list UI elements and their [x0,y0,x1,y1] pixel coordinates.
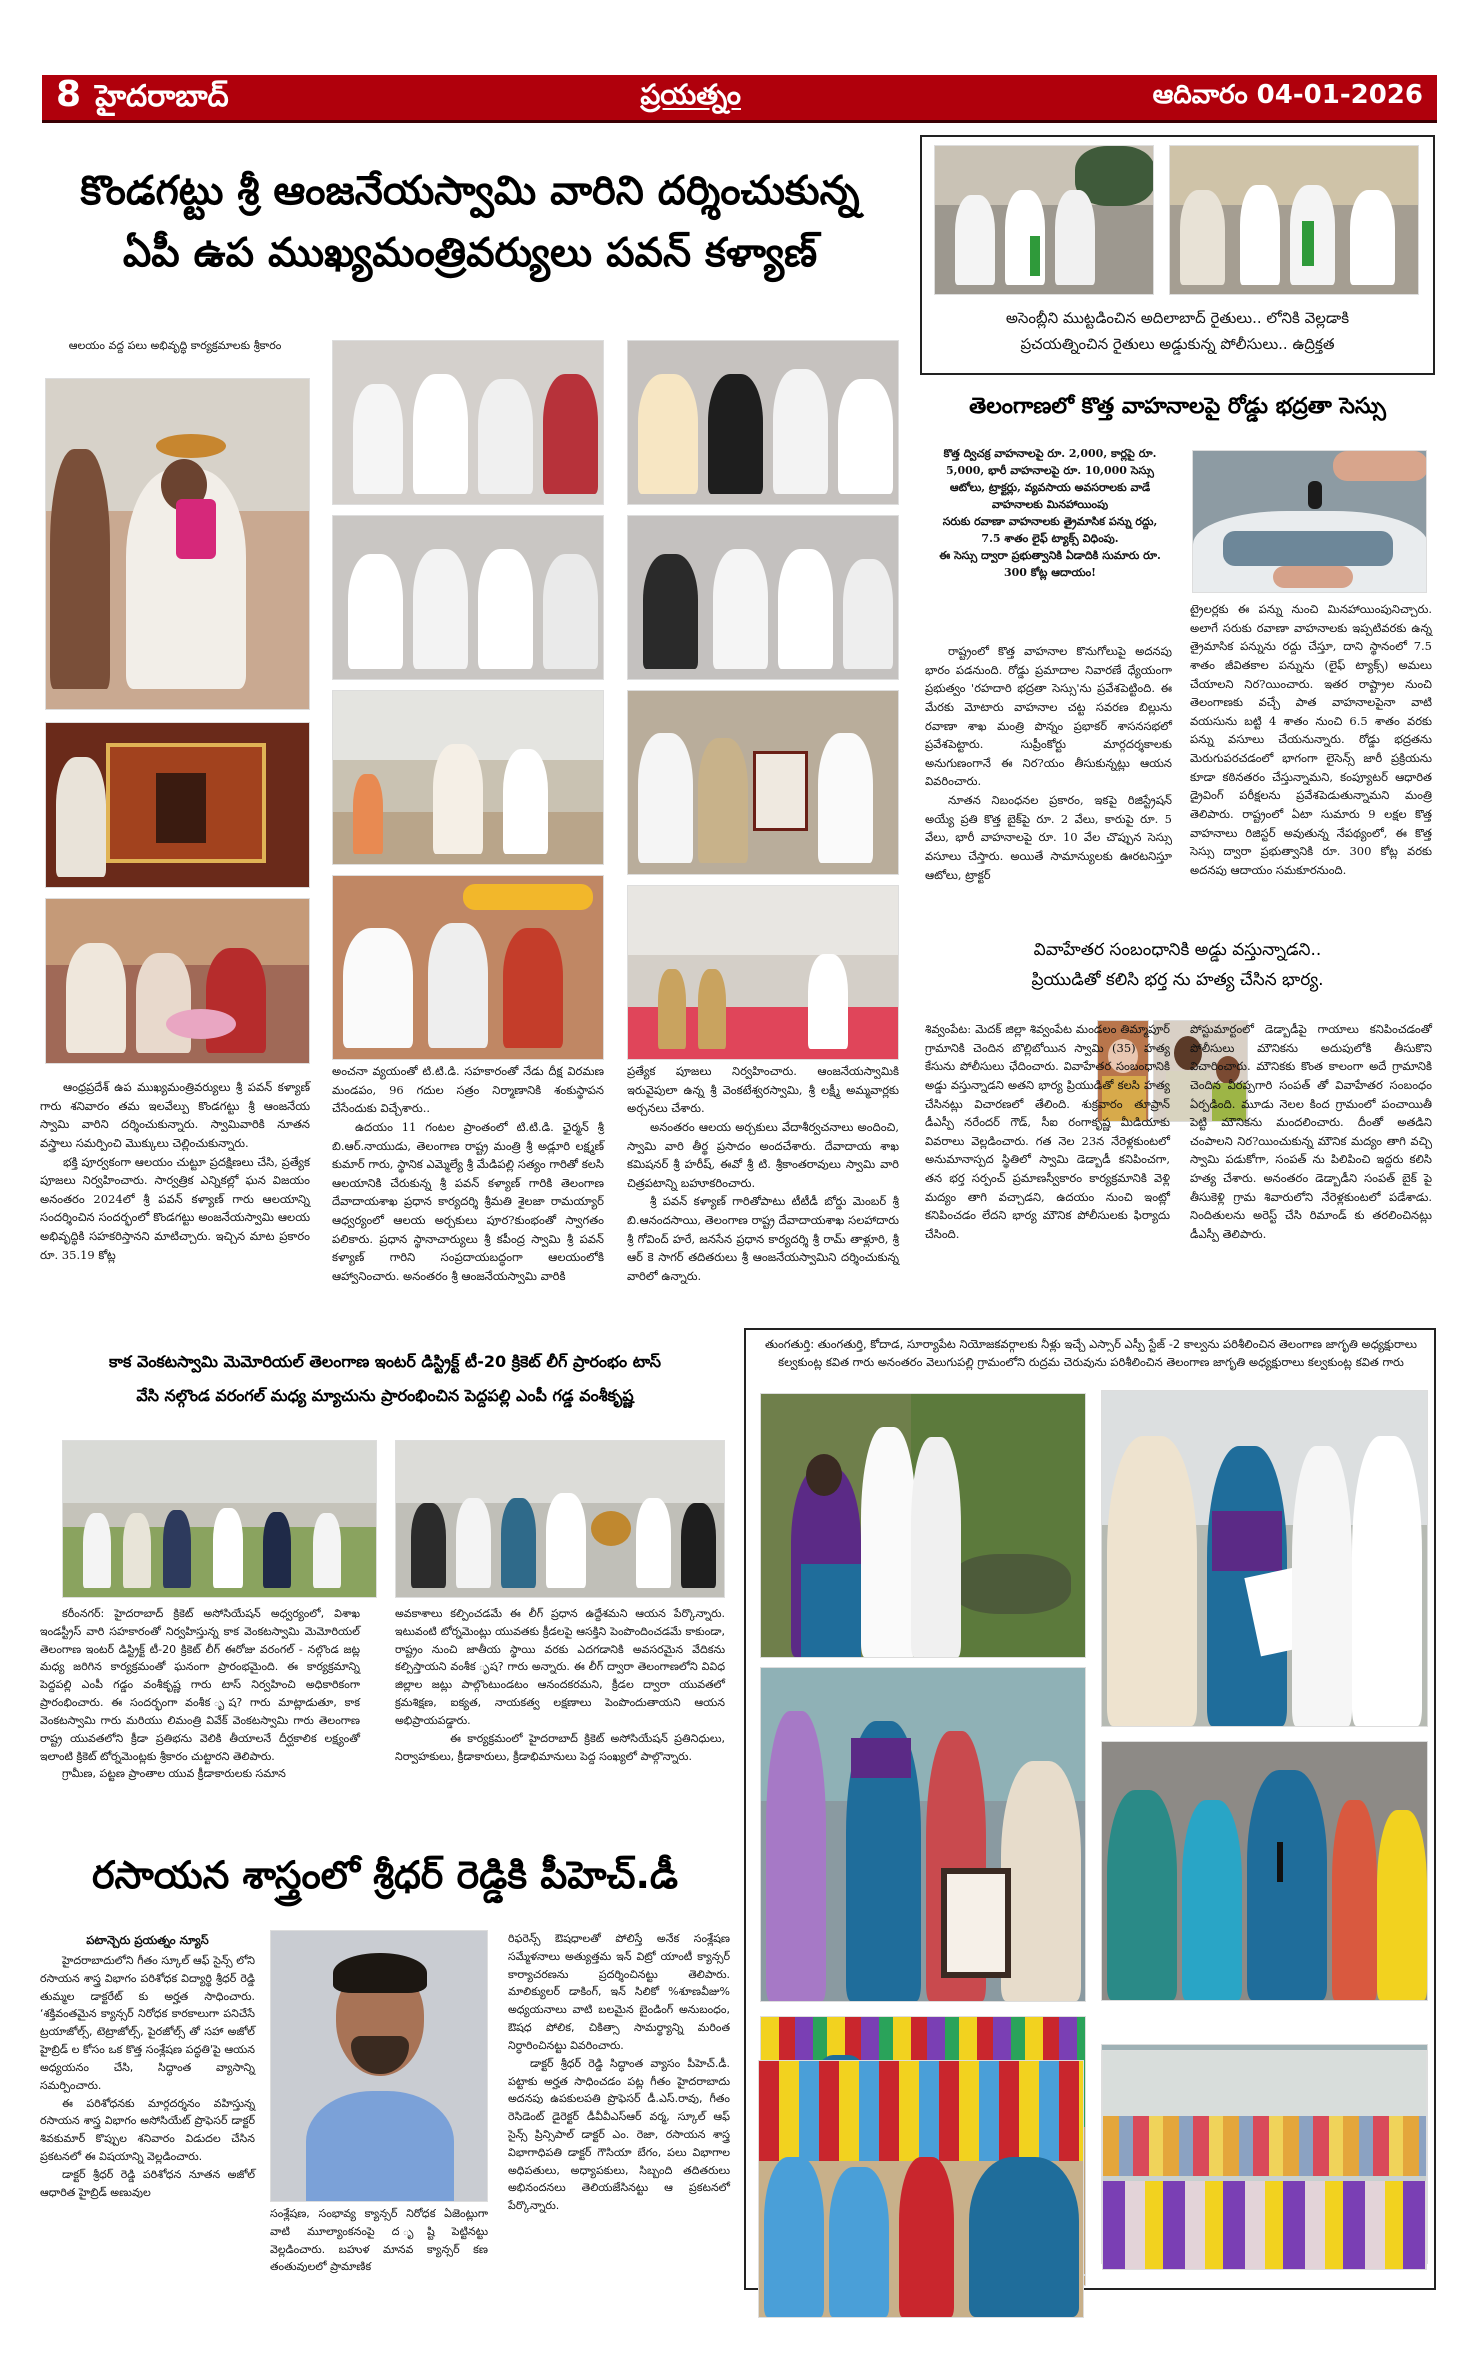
murder-body-col2 [1190,1020,1432,1244]
phd-headline: రసాయన శాస్త్రంలో శ్రీధర్ రెడ్డికి పీహెచ్.డీ [91,1853,679,1897]
farmers-story-box [920,135,1435,375]
cricket-body-col1 [40,1605,360,1783]
photo-kavitha-with-papers [1101,1390,1428,1727]
photo-pawan-with-leaders [627,340,899,505]
photo-kavitha-with-students-close [758,2060,1084,2318]
phd-col1-para: ఈ పరిశోధనకు మార్గదర్శనం వహిస్తున్న రసాయన శాస్త్ర విభాగం అసోసియేట్ ప్రొఫెసర్ డాక్టర్ శివకుమార్ కొప్పుల శనివారం విడుదల చేసిన ప్రకటనలో ఈ విషయాన్ని వెల్లడించారు. [40,2096,255,2163]
photo-crowd-selfie [332,340,604,505]
cricket-col1-para: కరీంనగర్: హైదరాబాద్ క్రికెట్ అసోసియేషన్ అధ్వర్యంలో, విశాఖ ఇండస్ట్రీస్ వారి సహకారంతో నిర్వహిస్తున్న కాక వెంకటస్వామి మెమోరియల్ తెలంగాణ ఇంటర్ డిస్ట్రిక్ట్ టీ-20 క్రికెట్ లీగ్ ఈరోజు వరంగల్ - నల్గొండ జట్ల మధ్య జరిగిన కార్యక్రమంతో ఘనంగా ప్రారంభమైంది. ఈ కార్యక్రమాన్ని పెద్దపల్లి ఎంపీ గడ్డం వంశీకృష్ణ గారు టాస్ నిర్వహించి అధికారికంగా ప్రారంభించారు. ఈ సందర్భంగా వంశీక ృష? గారు మాట్లాడుతూ, కాక వెంకటస్వామి గారు మరియు లిమంత్రి వివేక్ వెంకటస్వామి గారు తెలంగాణ రాష్ట్ర యువతలోని క్రీడా ప్రతిభను వెలికి తీయాలనే దీర్ఘకాలిక లక్ష్యంతో ఇలాంటి క్రికెట్ టోర్నమెంట్లకు శ్రీకారం చుట్టారని తెలిపారు. [40,1607,360,1763]
cess-highlight: కొత్త ద్విచక్ర వాహనాలపై రూ. 2,000, కార్లపై రూ. 5,000, భారీ వాహనాలపై రూ. 10,000 సెస్సు [943,447,1157,478]
lead-body-col2 [332,1062,604,1286]
lead-headline-line2: ఏపీ ఉప ముఖ్యమంత్రివర్యులు పవన్ కళ్యాణ్ [122,230,818,276]
lead-headline [30,160,910,284]
photo-helipad-arrival [332,690,604,865]
lead-col1-para: ఆంధ్రప్రదేశ్ ఉప ముఖ్యమంత్రివర్యులు శ్రీ పవన్ కళ్యాణ్ గారు శనివారం తమ ఇలవేల్పు కొండగట్టు శ్రీ ఆంజనేయ స్వామి వారిని దర్శించుకున్నారు. స్వామివారికి నూతన వస్త్రాలు సమర్పించి మొక్కులు చెల్లించుకున్నారు. [40,1080,310,1150]
photo-temple-interior [45,722,310,888]
photo-cricket-toss [62,1440,377,1598]
cricket-col1-para: గ్రామీణ, పట్టణ ప్రాంతాల యువ క్రీడాకారులకు సమాన [62,1767,286,1781]
photo-kavitha-group-assembly [1102,2050,1427,2270]
lead-col1-para: భక్తి పూర్వకంగా ఆలయం చుట్టూ ప్రదక్షిణలు చేసి, ప్రత్యేక పూజలు నిర్వహించారు. సార్వత్రిక ఎన్నికల్లో ఘన విజయం అనంతరం 2024లో శ్రీ పవన్ కళ్యాణ్ గారు ఆలయాన్ని సందర్శించిన సందర్భంలో కొండగట్టు అంజనేయస్వామి ఆలయ అభివృద్ధికి సహకరిస్తానని మాటిచ్చారు. ఇచ్చిన మాట ప్రకారం రూ. 35.19 కోట్ల [40,1154,310,1262]
lead-col3-para: ప్రత్యేక పూజలు నిర్వహించారు. ఆంజనేయస్వామికి ఇరువైపులా ఉన్న శ్రీ వెంకటేశ్వరస్వామి, శ్రీ లక్ష్మీ అమ్మవార్లకు అర్చనలు చేశారు. [627,1064,899,1116]
photo-portrait-presentation [627,690,899,875]
photo-priests-ritual [45,898,310,1064]
cricket-col2-para: అవకాశాలు కల్పించడమే ఈ లీగ్ ప్రధాన ఉద్దేశమని ఆయన పేర్కొన్నారు. ఇటువంటి టోర్నమెంట్లు యువతకు క్రీడలపై ఆసక్తిని పెంపొందించడమే కాకుండా, రాష్ట్రం నుంచి జాతీయ స్థాయి వరకు ఎదగడానికి అవసరమైన వేదికను కల్పిస్తాయని వంశీక ృష? గారు అన్నారు. ఈ లీగ్ ద్వారా తెలంగాణలోని వివిధ జిల్లాల జట్లు పాల్గొంటుండటం ఆనందకరమని, క్రీడల ద్వారా యువతలో క్రమశిక్షణ, ఐక్యత, నాయకత్వ లక్షణాలు పెంపొందుతాయని ఆయన అభిప్రాయపడ్డారు. [395,1607,725,1727]
cess-headline: తెలంగాణలో కొత్త వాహనాలపై రోడ్డు భద్రతా సెస్సు [969,394,1386,419]
phd-col3-para: రిఫరెన్స్ ఔషధాలతో పోలిస్తే అనేక సంశ్లేషణ సమ్మేళనాలు అత్యుత్తమ ఇన్ విట్రో యాంటీ క్యాన్సర్ కార్యాచరణను ప్రదర్శించినట్టు తెలిపారు. మాలిక్యులర్ డాకింగ్, ఇన్ సిలికో %శూణవీజు% అధ్యయనాలు వాటి బలమైన బైండింగ్ అనుబంధం, ఔషధ పోలిక, చికిత్సా సామర్థ్యాన్ని మరింత నిర్ధారించినట్టు వివరించారు. [508,1932,730,2052]
photo-kavitha-speaking-mic [1101,1741,1428,2001]
photo-car-key-handover [1192,450,1427,593]
photo-cricket-guests [395,1440,725,1598]
photo-welcome-garlands [332,875,604,1060]
farmers-caption-line2: ప్రచయత్నించిన రైతులు అడ్డుకున్న పోలీసులు.. ఉద్రిక్తత [1020,335,1335,353]
cess-highlight: ఆటోలు, ట్రాక్టర్లు, వ్యవసాయ అవసరాలకు వాడే వాహనాలకు మినహాయింపు [949,481,1151,512]
lead-col2-para: ఉదయం 11 గంటల ప్రాంతంలో టి.టి.డి. ఛైర్మన్ శ్రీ బి.ఆర్.నాయుడు, తెలంగాణ రాష్ట్ర మంత్రి శ్రీ అడ్లూరి లక్ష్మణ్ కుమార్ గారు, స్థానిక ఎమ్మెల్యే శ్రీ మేడిపల్లి సత్యం గారితో కలసి ఆలయానికి చేరుకున్న శ్రీ పవన్ కళ్యాణ్ గారికి తెలంగాణ దేవాదాయశాఖ ప్రధాన కార్యదర్శి శ్రీమతి శైలజా రామయ్యార్ ఆధ్వర్యంలో ఆలయ అర్చకులు పూర?కుంభంతో స్వాగతం పలికారు. ప్రధాన స్థానాచార్యులు శ్రీ కపీంద్ర స్వామి శ్రీ పవన్ కళ్యాణ్ గారిని సంప్రదాయబద్ధంగా ఆలయంలోకి ఆహ్వానించారు. అనంతరం శ్రీ ఆంజనేయస్వామి వారికి [332,1119,604,1283]
murder-col2-para: పోస్టుమార్టంలో డెడ్బాడీపై గాయాలు కనిపించడంతో పోలీసులు మౌనికను అదుపులోకి తీసుకొని విచారించారు. మౌనికకు కొంత కాలంగా అదే గ్రామానికి చెందిన వీరప్పగారి సంపత్ తో వివాహేతర సంబంధం ఏర్పడింది. మూడు నెలల కింద గ్రామంలో పంచాయితీ పెట్టి మౌనికను మందలించారు. దీంతో అతడిని చంపాలని నిర?యించుకున్న మౌనిక మద్యం తాగి వచ్చి స్వామి పడుకోగా, సంపత్ ను పిలిపించి ఇద్దరు కలిసి హత్య చేశారు. అనంతరం డెడ్బాడీని సంపత్ బైక్ పై తీసుకెళ్లి గ్రామ శివారులోని నేరెళ్లకుంటలో పడేశాడు. నిందితులను అరెస్ట్ చేసి రిమాండ్ కు తరలించినట్లు డీఎస్పీ తెలిపారు. [1190,1022,1432,1241]
photo-sridhar-reddy-portrait [270,1930,488,2202]
photo-greeting-handshake [627,515,899,680]
photo-red-carpet-guard [627,885,899,1060]
phd-body-col1 [40,1952,255,2201]
masthead [42,75,1437,123]
cess-col1-para: నూతన నిబంధనల ప్రకారం, ఇకపై రిజిస్ట్రేషన్ అయ్యే ప్రతి కొత్త బైక్‌పై రూ. 2 వేలు, కారుపై రూ. 5 వేలు, భారీ వాహనాలపై రూ. 10 వేల చొప్పున సెస్సు వసూలు చేస్తారు. అయితే సామాన్యులకు ఊరటనిస్తూ ఆటోలు, ట్రాక్టర్ [925,793,1172,882]
phd-col2-para: సంశ్లేషణ, సంభావ్య క్యాన్సర్ నిరోధక ఏజెంట్లుగా వాటి మూల్యాంకనంపై ద ృష్టి పెట్టినట్టు వెల్లడించారు. బహుళ మానవ క్యాన్సర్ కణ తంతువులలో ప్రామాణిక [270,2207,488,2274]
issue-date: ఆదివారం 04-01-2026 [1152,79,1423,110]
phd-col1-para: హైదరాబాదులోని గీతం స్కూల్ ఆఫ్ సైన్స్ లోని రసాయన శాస్త్ర విభాగం పరిశోధక విద్యార్థి శ్రీధర్ రెడ్డి తుమ్మల డాక్టరేట్ కు అర్హత సాధించారు. ‘శక్తివంతమైన క్యాన్సర్ నిరోధక కారకాలుగా పనిచేసే ట్రయాజోల్స్, టెట్రాజోల్స్, పైరజోల్స్ తో సహా అజోల్ హైబ్రిడ్ ల కోసం ఒక కొత్త సంశ్లేషణ పద్ధతి'పై ఆయన అధ్యయనం చేసి, సిద్ధాంత వ్యాసాన్ని సమర్పించారు. [40,1954,255,2092]
cess-col2-para: ట్రైలర్లకు ఈ పన్ను నుంచి మినహాయింపునిచ్చారు. అలాగే సరుకు రవాణా వాహనాలకు ఇప్పటివరకు ఉన్న త్రైమాసిక పన్నును రద్దు చేస్తూ, దాని స్థానంలో 7.5 శాతం జీవితకాల పన్నును (లైఫ్ ట్యాక్స్) అమలు చేయాలని నిర?యించారు. ఇతర రాష్ట్రాల నుంచి తెలంగాణకు వచ్చే పాత వాహనాలపైనా వాటి వయసును బట్టి 4 శాతం నుంచి 6.5 శాతం వరకు పన్ను వసూలు చేయనున్నారు. రోడ్డు భద్రతను మెరుగుపరచడంలో భాగంగా లైసెన్స్ జారీ ప్రక్రియను కూడా కఠినతరం చేస్తున్నామని, కంప్యూటర్ ఆధారిత డ్రైవింగ్ పరీక్షలను ప్రవేశపెడుతున్నామని మంత్రి తెలిపారు. రాష్ట్రంలో ఏటా సుమారు 9 లక్షల కొత్త వాహనాలు రిజిస్టర్ అవుతున్న నేపథ్యంలో, ఈ కొత్త సెస్సు ద్వారా ప్రభుత్వానికి రూ. 300 కోట్ల వరకు అదనపు ఆదాయం సమకూరనుంది. [1190,602,1432,877]
phd-body-col2 [270,2205,488,2276]
page-number: 8 [56,74,82,115]
cess-highlight: ఈ సెస్సు ద్వారా ప్రభుత్వానికి ఏడాదికి సుమారు రూ. 300 కోట్ల ఆదాయం! [939,549,1161,580]
murder-col1-para: శివ్వంపేట: మెదక్ జిల్లా శివ్వంపేట మండలం తిమ్మాపూర్ గ్రామానికి చెందిన బొల్లిబోయిన స్వామి (35) హత్య కేసును పోలీసులు ఛేదించారు. వివాహేతర సంబంధానికి అడ్డు వస్తున్నాడని అతని భార్య ప్రియుడితో కలసి హత్య చేసినట్లు విచారణలో తేలింది. శుక్రవారం తూప్రాన్ డీఎస్పీ నరేందర్ గౌడ్, సీఐ రంగాకృష్ణ మీడియాకు వివరాలు వెల్లడించారు. గత నెల 23న నేరెళ్లకుంటలో అనుమానాస్పద స్థితిలో స్వామి డెడ్బాడీ కనిపించగా, తన భర్త సర్పంచ్ ప్రమాణస్వీకారం కార్యక్రమానికి వెళ్లి మద్యం తాగి వచ్చాడని, ఉదయం నుంచి ఇంట్లో కనిపించడం లేదని భార్య మౌనిక పోలీసులకు ఫిర్యాదు చేసింది. [925,1022,1170,1241]
cricket-col2-para: ఈ కార్యక్రమంలో హైదరాబాద్ క్రికెట్ అసోసియేషన్ ప్రతినిధులు, నిర్వాహకులు, క్రీడాకారులు, క్రీడాభిమానులు పెద్ద సంఖ్యలో పాల్గొన్నారు. [395,1731,725,1763]
cricket-headline-line1: కాక వెంకటస్వామి మెమోరియల్ తెలంగాణ ఇంటర్ డిస్ట్రిక్ట్ టీ-20 క్రికెట్ లీగ్ ప్రారంభం టాస్ [109,1352,661,1371]
cricket-body-col2 [395,1605,725,1765]
murder-headline-line1: వివాహేతర సంబంధానికి అడ్డు వస్తున్నాడని.. [1033,940,1322,960]
lead-col2-para: అంచనా వ్యయంతో టి.టి.డి. సహకారంతో నేడు దీక్ష విరమణ మండపం, 96 గదుల సత్రం నిర్మాణానికి శంకుస్థాపన చేసేందుకు విచ్చేశారు.. [332,1064,604,1116]
lead-col3-para: శ్రీ పవన్ కళ్యాణ్ గారితోపాటు టీటీడీ బోర్డు మెంబర్ శ్రీ బి.ఆనందసాయి, తెలంగాణ రాష్ట్ర దేవాదాయశాఖ సలహాదారు శ్రీ గోవింద్ హరే, జనసేన ప్రధాన కార్యదర్శి శ్రీ రామ్ తాళ్లూరి, శ్రీ ఆర్ కె సాగర్ తదితరులు శ్రీ ఆంజనేయస్వామిని దర్శించుకున్న వారిలో ఉన్నారు. [627,1194,899,1283]
kavitha-caption: తుంగతుర్తి: తుంగతుర్తి, కోదాడ, సూర్యాపేట నియోజకవర్గాలకు నీళ్లు ఇచ్చే ఎస్సార్ ఎస్పీ స్టేజ్ -2 కాల్వను పరిశీలించిన తెలంగాణ జాగృతి అధ్యక్షురాలు కల్వకుంట్ల కవిత గారు అనంతరం వెలుగుపల్లి గ్రామంలోని రుద్రమ చెరువును పరిశీలించిన తెలంగాణ జాగృతి అధ్యక్షురాలు కల్వకుంట్ల కవిత గారు [765,1337,1417,1369]
section-name: హైదరాబాద్ [95,79,229,114]
lead-photo-caption: ఆలయం వద్ద పలు అభివృద్ధి కార్యక్రమాలకు శ్రీకారం [68,339,282,352]
photo-kavitha-tribute-ceremony [760,1667,1086,2002]
masthead-left [56,74,229,121]
phd-col3-para: డాక్టర్ శ్రీధర్ రెడ్డి సిద్ధాంత వ్యాసం పీహెచ్.డీ. పట్టాకు అర్హత సాధించడం పట్ల గీతం హైదరాబాదు అదనపు ఉపకులపతి ప్రొఫెసర్ డీ.ఎస్.రావు, గీతం రెసిడెంట్ డైరెక్టర్ డీవీవీఎస్ఆర్ వర్మ, స్కూల్ ఆఫ్ సైన్స్ ప్రిన్సిపాల్ డాక్టర్ ఎం. రెజా, రసాయన శాస్త్ర విభాగాధిపతి డాక్టర్ గౌసియా బేగం, పలు విభాగాల అధిపతులు, అధ్యాపకులు, సిబ్బంది తదితరులు అభినందనలు తెలియజేసినట్టు ఆ ప్రకటనలో పేర్కొన్నారు. [508,2056,730,2213]
farmers-caption-line1: అసెంబ్లీని ముట్టడించిన అదిలాబాద్ రైతులు.. లోనికి వెల్లడాకి [1005,309,1350,327]
farmers-caption [922,305,1433,357]
photo-kavitha-canal-inspection [760,1393,1086,1658]
photo-leaders-group [332,515,604,680]
cess-highlight: సరుకు రవాణా వాహనాలకు త్రైమాసిక పన్ను రద్దు, 7.5 శాతం లైఫ్ ట్యాక్స్ విధింపు. [942,515,1158,546]
phd-byline: పటాన్చెరు ప్రయత్నం న్యూస్ [86,1933,209,1947]
phd-col1-para: డాక్టర్ శ్రీధర్ రెడ్డి పరిశోధన నూతన అజోల్ ఆధారిత హైబ్రిడ్ అణువుల [40,2167,255,2199]
paper-name: ప్రయత్నం [640,77,741,111]
photo-farmers-march-2 [1169,145,1419,295]
cess-col1-para: రాష్ట్రంలో కొత్త వాహనాల కొనుగోలుపై అదనపు భారం పడనుంది. రోడ్డు ప్రమాదాల నివారణే ధ్యేయంగా ప్రభుత్వం 'రహదారి భద్రతా సెస్సు'ను ప్రవేశపెట్టింది. ఈ మేరకు మోటారు వాహనాల చట్ట సవరణ బిల్లును రవాణా శాఖ మంత్రి పొన్నం ప్రభాకర్ శాసనసభలో ప్రవేశపెట్టారు. సుప్రీంకోర్టు మార్గదర్శకాలకు అనుగుణంగానే ఈ నిర?యం తీసుకున్నట్లు ఆయన వివరించారు. [925,644,1172,789]
cricket-headline-line2: వేసి నల్గొండ వరంగల్ మధ్య మ్యాచును ప్రారంభించిన పెద్దపల్లి ఎంపీ గడ్డ వంశీకృష్ణ [136,1386,634,1405]
cess-body-col1 [925,642,1172,884]
photo-pawan-carrying-offering [45,378,310,710]
murder-headline-line2: ప్రియుడితో కలిసి భర్త ను హత్య చేసిన భార్య. [1031,970,1324,990]
murder-headline [920,935,1435,995]
murder-body-col1 [925,1020,1170,1244]
cess-body-col2 [1190,600,1432,879]
lead-body-col3 [627,1062,899,1286]
lead-body-col1 [40,1078,310,1264]
cess-highlights [935,445,1165,581]
lead-col3-para: అనంతరం ఆలయ అర్చకులు వేదాశీర్వచనాలు అందించి, స్వామి వారి తీర్థ ప్రసాదం అందచేశారు. దేవాదాయ శాఖ కమిషనర్ శ్రీ హరీష్, ఈవో శ్రీ టి. శ్రీకాంతరావులు స్వామి వారి చిత్రపటాన్ని బహూకరించారు. [627,1119,899,1190]
photo-farmers-march-1 [934,145,1154,295]
phd-body-col3 [508,1930,730,2215]
cricket-headline [30,1345,740,1413]
lead-headline-line1: కొండగట్టు శ్రీ ఆంజనేయస్వామి వారిని దర్శించుకున్న [80,168,860,214]
